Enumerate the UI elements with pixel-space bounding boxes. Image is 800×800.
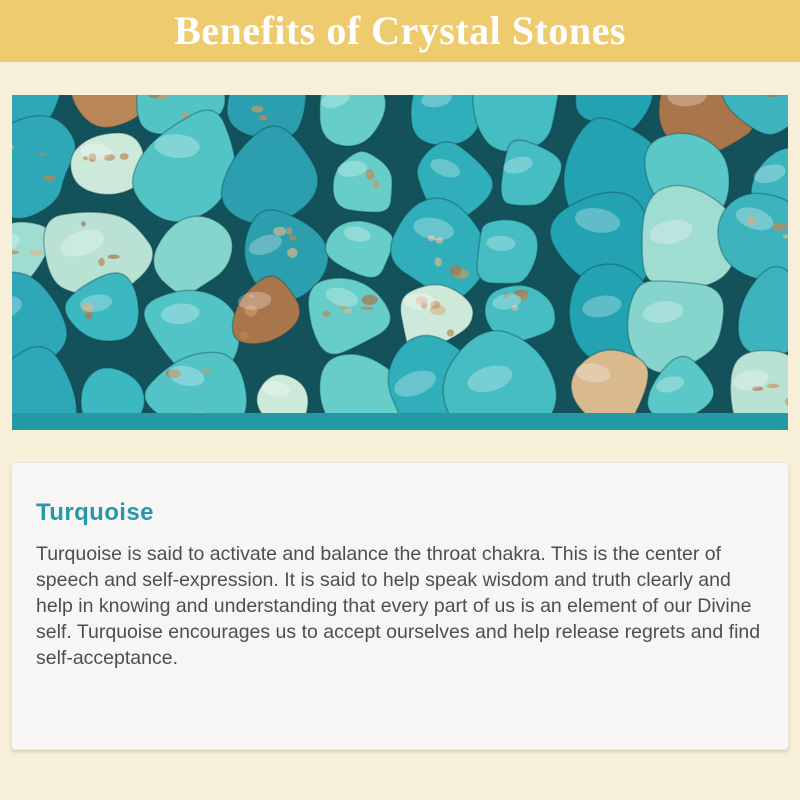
info-card: [11, 462, 789, 750]
turquoise-stones-photo: [12, 95, 788, 413]
stone-name-heading: Turquoise: [36, 499, 154, 526]
hero-accent-bar: [12, 413, 788, 430]
page-title: Benefits of Crystal Stones: [174, 8, 626, 53]
hero-image-wrap: [12, 95, 788, 430]
header-banner: [0, 0, 800, 62]
stone-description: Turquoise is said to activate and balance the throat chakra. This is the center of speech and self-expression. It is said to help speak wisdom and truth clearly and help in knowing and understanding that every part of us is an element of our Divine self. Turquoise encourages us to accept ourselves and help release regrets and find self-acceptance.: [36, 543, 761, 669]
